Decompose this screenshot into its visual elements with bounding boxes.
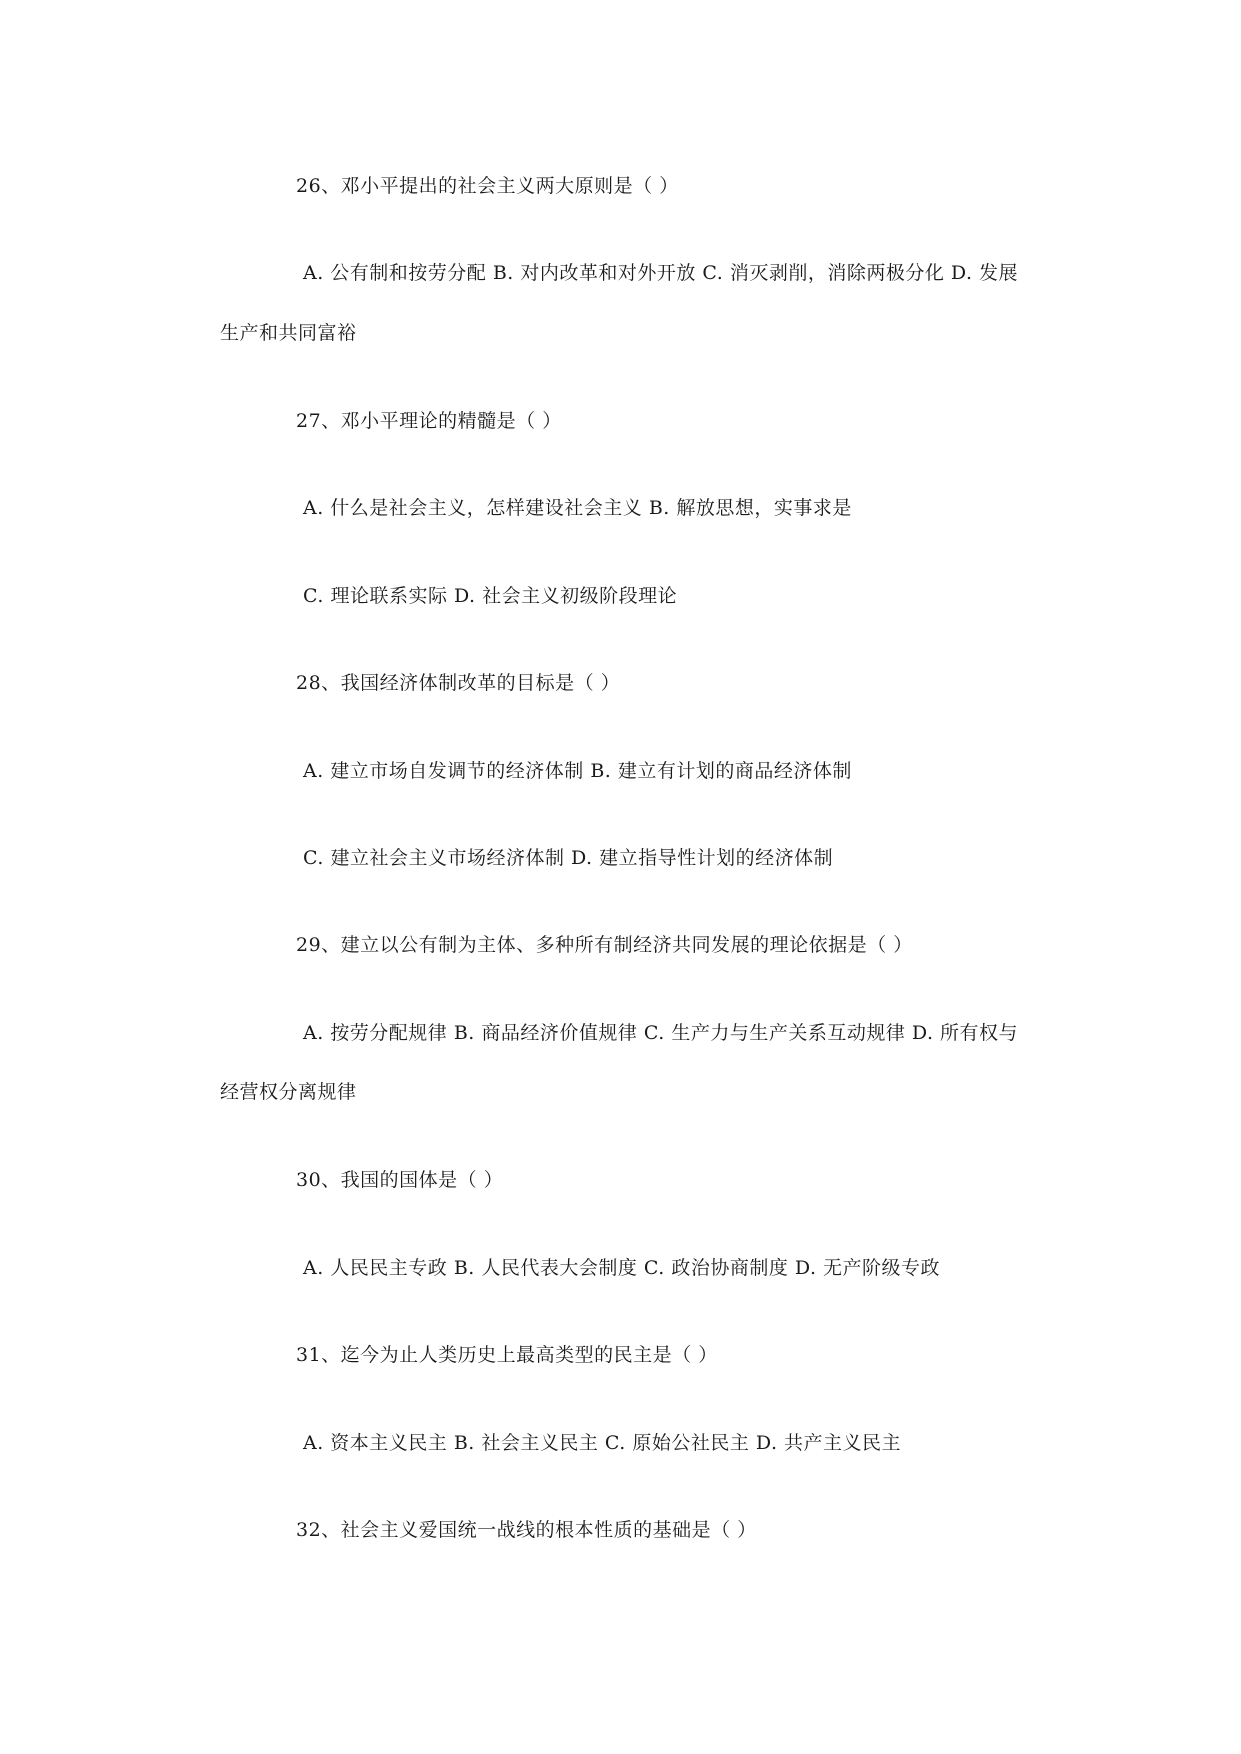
question-29-options: A. 按劳分配规律 B. 商品经济价值规律 C. 生产力与生产关系互动规律 D. 所有权与 (303, 1022, 1019, 1044)
question-31-options: A. 资本主义民主 B. 社会主义民主 C. 原始公社民主 D. 共产主义民主 (303, 1432, 902, 1454)
question-27-option-line-1: A. 什么是社会主义，怎样建设社会主义 B. 解放思想，实事求是 (303, 497, 852, 519)
question-31-stem: 31、迄今为止人类历史上最高类型的民主是（ ） (296, 1344, 718, 1366)
question-30-stem: 30、我国的国体是（ ） (296, 1169, 504, 1191)
question-27-option-line-2: C. 理论联系实际 D. 社会主义初级阶段理论 (303, 585, 678, 607)
question-28-stem: 28、我国经济体制改革的目标是（ ） (296, 672, 621, 694)
question-30-options: A. 人民民主专政 B. 人民代表大会制度 C. 政治协商制度 D. 无产阶级专政 (303, 1257, 941, 1279)
question-29-options-cont: 经营权分离规律 (220, 1081, 357, 1103)
question-28-option-line-1: A. 建立市场自发调节的经济体制 B. 建立有计划的商品经济体制 (303, 760, 852, 782)
question-26-options-cont: 生产和共同富裕 (220, 322, 357, 344)
question-26-options: A. 公有制和按劳分配 B. 对内改革和对外开放 C. 消灭剥削，消除两极分化 D. 发展 (303, 262, 1019, 284)
question-28-option-line-2: C. 建立社会主义市场经济体制 D. 建立指导性计划的经济体制 (303, 847, 834, 869)
question-27-stem: 27、邓小平理论的精髓是（ ） (296, 410, 562, 432)
question-32-stem: 32、社会主义爱国统一战线的根本性质的基础是（ ） (296, 1519, 757, 1541)
question-26-stem: 26、邓小平提出的社会主义两大原则是（ ） (296, 175, 679, 197)
question-29-stem: 29、建立以公有制为主体、多种所有制经济共同发展的理论依据是（ ） (296, 934, 913, 956)
